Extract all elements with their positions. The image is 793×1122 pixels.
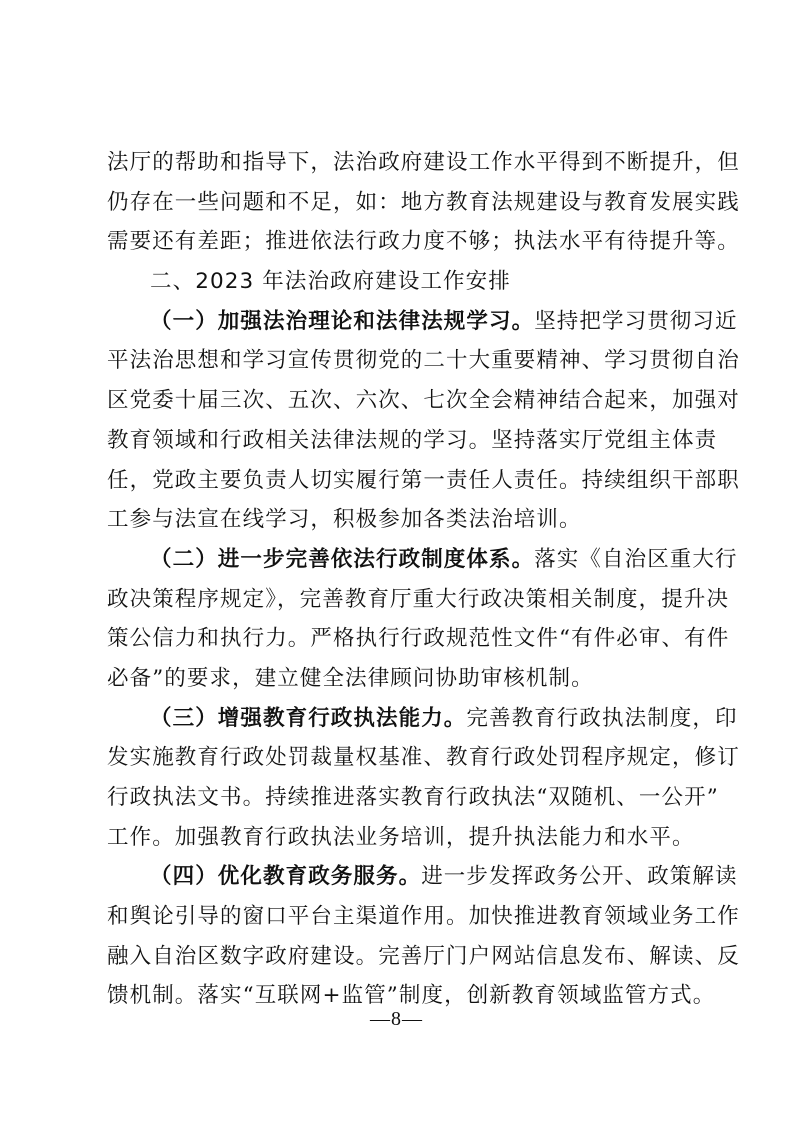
paragraph-line: 策公信力和执行力。严格执行行政规范性文件“有件必审、有件 [107,626,730,652]
section-4-first-text: 进一步发挥政务公开、政策解读 [421,864,738,890]
paragraph-line: 工参与法宣在线学习，积极参加各类法治培训。 [107,507,582,533]
section-3-first-line [107,699,738,739]
section-1-first-line [107,302,738,342]
paragraph-line: 区党委十届三次、五次、六次、七次全会精神结合起来，加强对 [107,388,740,414]
section-2-title: （二）进一步完善依法行政制度体系。 [150,546,535,572]
paragraph-line: 必备”的要求，建立健全法律顾问协助审核机制。 [107,665,594,691]
paragraph-line: 融入自治区数字政府建设。完善厅门户网站信息发布、解读、反 [107,943,740,969]
paragraph-line: 任，党政主要负责人切实履行第一责任人责任。持续组织干部职 [107,467,740,493]
document-body [107,143,740,1016]
paragraph-line: 需要还有差距；推进依法行政力度不够；执法水平有待提升等。 [107,229,740,255]
paragraph-line: 发实施教育行政处罚裁量权基准、教育行政处罚程序规定，修订 [107,745,740,771]
paragraph-line: 平法治思想和学习宣传贯彻党的二十大重要精神、学习贯彻自治 [107,348,740,374]
page-number: —8— [370,1008,423,1030]
section-3-title: （三）增强教育行政执法能力。 [150,705,467,731]
paragraph-line: 和舆论引导的窗口平台主渠道作用。加快推进教育领域业务工作 [107,904,740,930]
paragraph-line: 仍存在一些问题和不足，如：地方教育法规建设与教育发展实践 [107,189,740,215]
section-1-title: （一）加强法治理论和法律法规学习。 [150,308,535,334]
section-1-first-text: 坚持把学习贯彻习近 [534,308,738,334]
section-4-title: （四）优化教育政务服务。 [150,864,422,890]
section-3-first-text: 完善教育行政执法制度，印 [466,705,738,731]
section-4-first-line [107,857,738,897]
paragraph-line: 法厅的帮助和指导下，法治政府建设工作水平得到不断提升，但 [107,150,740,175]
paragraph-line: 工作。加强教育行政执法业务培训，提升执法能力和水平。 [107,824,695,850]
paragraph-line: 教育领域和行政相关法律法规的学习。坚持落实厅党组主体责 [107,427,718,453]
section-heading: 二、2023 年法治政府建设工作安排 [150,269,511,295]
paragraph-line: 政决策程序规定》，完善教育厅重大行政决策相关制度，提升决 [107,586,730,612]
paragraph-line: 馈机制。落实“互联网+监管”制度，创新教育领域监管方式。 [107,983,716,1009]
section-2-first-line [107,540,738,580]
section-2-first-text: 落实《自治区重大行 [534,546,738,572]
paragraph-line: 行政执法文书。持续推进落实教育行政执法“双随机、一公开” [107,785,719,810]
